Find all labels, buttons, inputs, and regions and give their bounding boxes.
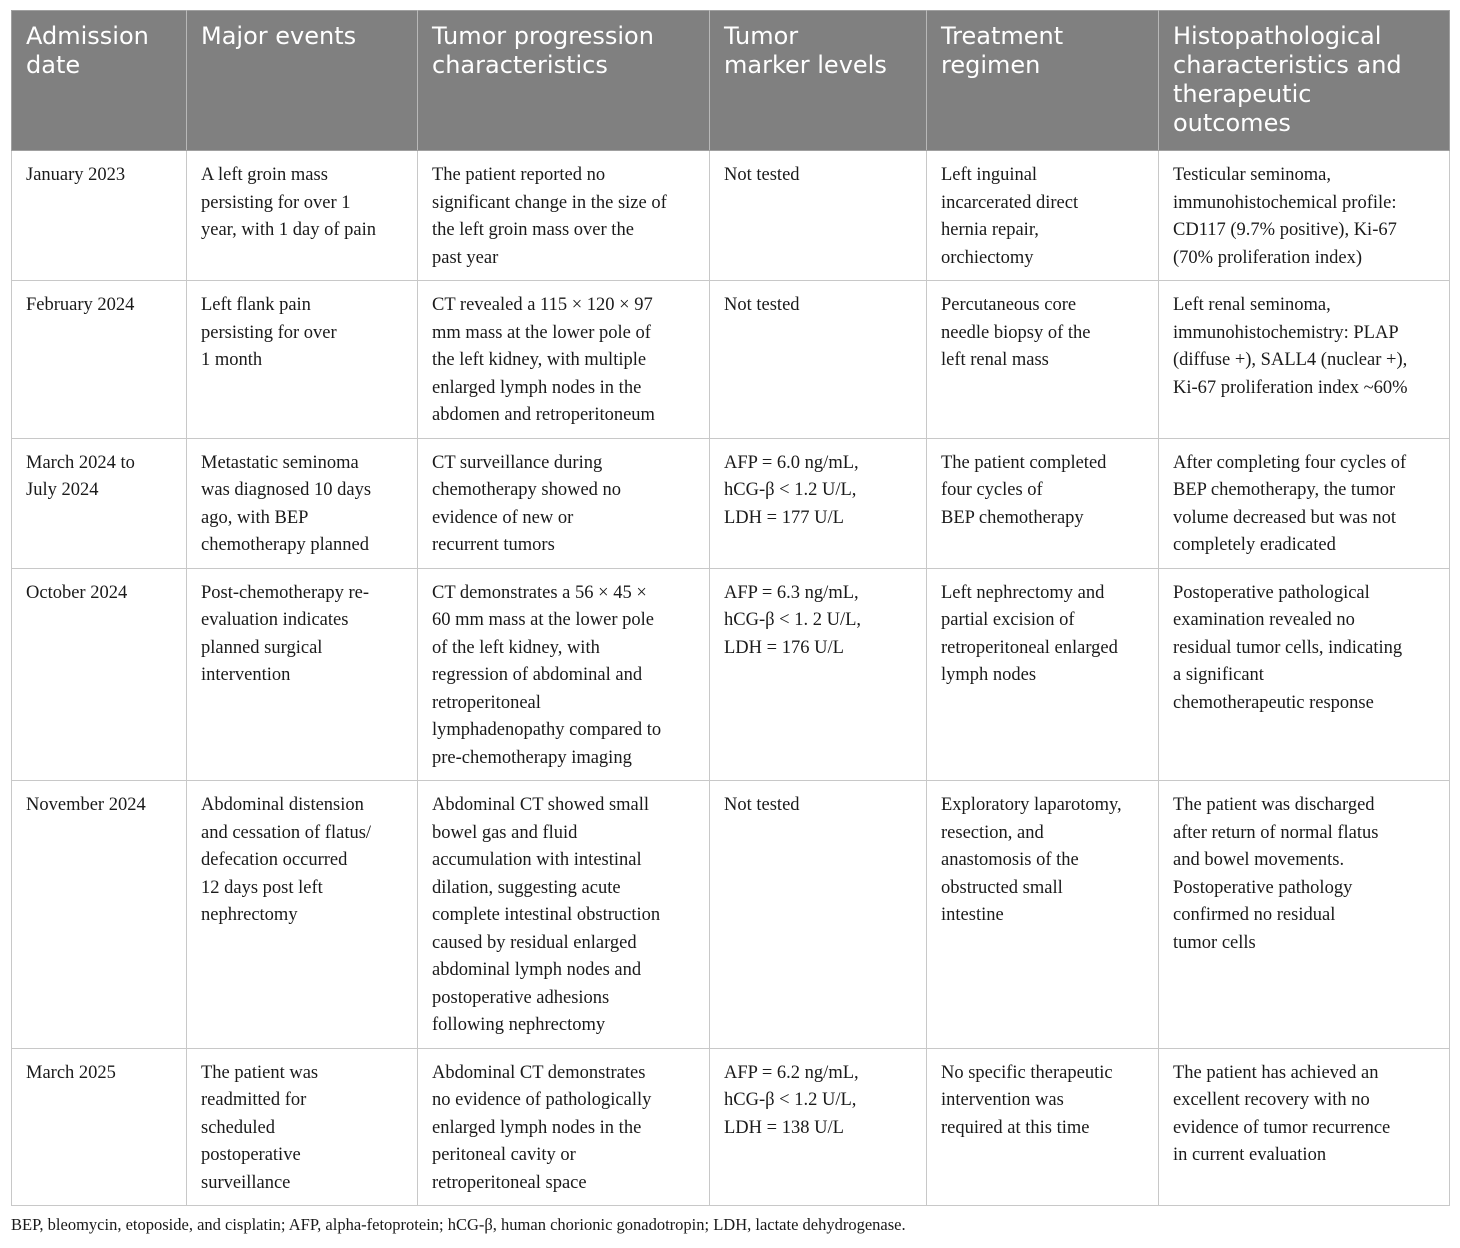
cell-tumor-markers: AFP = 6.3 ng/mL, hCG-β < 1. 2 U/L, LDH = 176 U/L — [710, 568, 927, 781]
cell-treatment: No specific therapeutic intervention was required at this time — [927, 1048, 1159, 1206]
cell-treatment: Left nephrectomy and partial excision of retroperitoneal enlarged lymph nodes — [927, 568, 1159, 781]
header-tumor-progression — [418, 11, 710, 151]
header-admission-date — [12, 11, 187, 151]
header-label: Major events — [201, 22, 357, 50]
cell-histopathology: Postoperative pathological examination revealed no residual tumor cells, indicating a significant chemotherapeutic response — [1159, 568, 1450, 781]
table-row — [12, 781, 1450, 1049]
cell-tumor-progression: Abdominal CT demonstrates no evidence of pathologically enlarged lymph nodes in the peritoneal cavity or retroperitoneal space — [418, 1048, 710, 1206]
cell-tumor-progression: Abdominal CT showed small bowel gas and fluid accumulation with intestinal dilation, suggesting acute complete intestinal obstruction caused by residual enlarged abdominal lymph nodes and postoperative adhesions following nephrectomy — [418, 781, 710, 1049]
header-label: Histopathological characteristics and therapeutic outcomes — [1173, 22, 1402, 137]
cell-admission-date: March 2025 — [12, 1048, 187, 1206]
header-tumor-marker-levels — [710, 11, 927, 151]
cell-histopathology: The patient has achieved an excellent recovery with no evidence of tumor recurrence in current evaluation — [1159, 1048, 1450, 1206]
cell-treatment: Percutaneous core needle biopsy of the left renal mass — [927, 281, 1159, 439]
clinical-timeline-table — [11, 10, 1450, 1206]
cell-treatment: Left inguinal incarcerated direct hernia repair, orchiectomy — [927, 151, 1159, 281]
cell-admission-date: March 2024 to July 2024 — [12, 438, 187, 568]
cell-major-events: Post-chemotherapy re- evaluation indicates planned surgical intervention — [187, 568, 418, 781]
table-row — [12, 151, 1450, 281]
cell-major-events: The patient was readmitted for scheduled postoperative surveillance — [187, 1048, 418, 1206]
cell-tumor-progression: CT demonstrates a 56 × 45 × 60 mm mass at the lower pole of the left kidney, with regression of abdominal and retroperitoneal lymphadenopathy compared to pre-chemotherapy imaging — [418, 568, 710, 781]
cell-admission-date: October 2024 — [12, 568, 187, 781]
cell-tumor-markers: Not tested — [710, 151, 927, 281]
cell-major-events: Metastatic seminoma was diagnosed 10 days ago, with BEP chemotherapy planned — [187, 438, 418, 568]
cell-treatment: The patient completed four cycles of BEP chemotherapy — [927, 438, 1159, 568]
cell-tumor-markers: AFP = 6.0 ng/mL, hCG-β < 1.2 U/L, LDH = 177 U/L — [710, 438, 927, 568]
table-row — [12, 281, 1450, 439]
cell-admission-date: February 2024 — [12, 281, 187, 439]
cell-tumor-progression: The patient reported no significant change in the size of the left groin mass over the past year — [418, 151, 710, 281]
cell-treatment: Exploratory laparotomy, resection, and anastomosis of the obstructed small intestine — [927, 781, 1159, 1049]
header-label: Treatment regimen — [941, 22, 1064, 79]
header-label: Tumor progression characteristics — [432, 22, 654, 79]
cell-major-events: A left groin mass persisting for over 1 year, with 1 day of pain — [187, 151, 418, 281]
cell-tumor-progression: CT revealed a 115 × 120 × 97 mm mass at the lower pole of the left kidney, with multiple enlarged lymph nodes in the abdomen and retroperitoneum — [418, 281, 710, 439]
header-major-events — [187, 11, 418, 151]
table-row — [12, 568, 1450, 781]
table-header-row — [12, 11, 1450, 151]
table-footnote: BEP, bleomycin, etoposide, and cisplatin; AFP, alpha-fetoprotein; hCG-β, human chorionic gonadotropin; LDH, lactate dehydrogenase. — [11, 1215, 906, 1234]
cell-major-events: Abdominal distension and cessation of flatus/ defecation occurred 12 days post left nephrectomy — [187, 781, 418, 1049]
cell-histopathology: Left renal seminoma, immunohistochemistry: PLAP (diffuse +), SALL4 (nuclear +), Ki-67 proliferation index ~60% — [1159, 281, 1450, 439]
cell-major-events: Left flank pain persisting for over 1 month — [187, 281, 418, 439]
header-histopathology-outcomes — [1159, 11, 1450, 151]
header-label: Admission date — [26, 22, 149, 79]
header-label: Tumor marker levels — [724, 22, 887, 79]
cell-histopathology: Testicular seminoma, immunohistochemical profile: CD117 (9.7% positive), Ki-67 (70% proliferation index) — [1159, 151, 1450, 281]
clinical-timeline-table-container — [11, 10, 1449, 1206]
header-treatment-regimen — [927, 11, 1159, 151]
cell-histopathology: The patient was discharged after return of normal flatus and bowel movements. Postoperative pathology confirmed no residual tumor cells — [1159, 781, 1450, 1049]
cell-tumor-progression: CT surveillance during chemotherapy showed no evidence of new or recurrent tumors — [418, 438, 710, 568]
table-row — [12, 1048, 1450, 1206]
cell-tumor-markers: Not tested — [710, 781, 927, 1049]
table-row — [12, 438, 1450, 568]
cell-histopathology: After completing four cycles of BEP chemotherapy, the tumor volume decreased but was not completely eradicated — [1159, 438, 1450, 568]
cell-admission-date: November 2024 — [12, 781, 187, 1049]
cell-tumor-markers: Not tested — [710, 281, 927, 439]
cell-admission-date: January 2023 — [12, 151, 187, 281]
cell-tumor-markers: AFP = 6.2 ng/mL, hCG-β < 1.2 U/L, LDH = 138 U/L — [710, 1048, 927, 1206]
